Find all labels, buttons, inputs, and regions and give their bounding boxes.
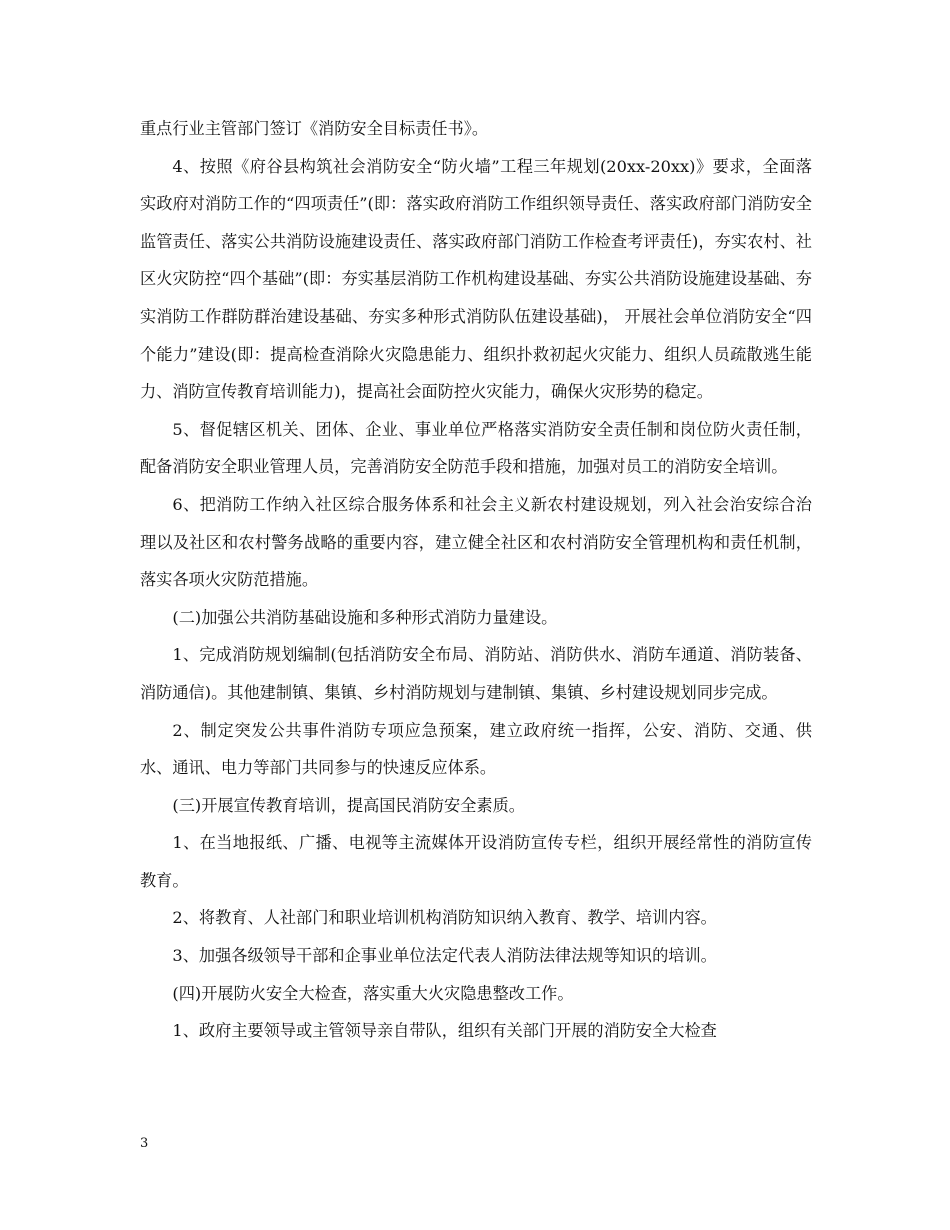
- paragraph: 1、完成消防规划编制(包括消防安全布局、消防站、消防供水、消防车通道、消防装备、消防通信)。其他建制镇、集镇、乡村消防规划与建制镇、集镇、乡村建设规划同步完成。: [140, 645, 812, 702]
- page-number: 3: [140, 1136, 149, 1151]
- paragraph: 6、把消防工作纳入社区综合服务体系和社会主义新农村建设规划，列入社会治安综合治理以及社区和农村警务战略的重要内容，建立健全社区和农村消防安全管理机构和责任机制，落实各项火灾防范措施。: [140, 494, 812, 590]
- section-heading: (二)加强公共消防基础设施和多种形式消防力量建设。: [172, 607, 558, 627]
- paragraph: 重点行业主管部门签订《消防安全目标责任书》。: [140, 119, 489, 138]
- section-heading: (四)开展防火安全大检查，落实重大火灾隐患整改工作。: [172, 983, 574, 1003]
- paragraph: 4、按照《府谷县构筑社会消防安全“防火墙”工程三年规划(20xx-20xx)》要求，全面落实政府对消防工作的“四项责任”(即：落实政府消防工作组织领导责任、落实政府部门消防安全监管责任、落实公共消防设施建设责任、落实政府部门消防工作检查考评责任)，夯实农村、社区火灾防控“四个基础”(即：夯实基层消防工作机构建设基础、夯实公共消防设施建设基础、夯实消防工作群防群治建设基础、夯实多种形式消防队伍建设基础)， 开展社会单位消防安全“四个能力”建设(即：提高检查消除火灾隐患能力、组织扑救初起火灾能力、组织人员疏散逃生能力、消防宣传教育培训能力)，提高社会面防控火灾能力，确保火灾形势的稳定。: [140, 156, 812, 402]
- paragraph: 2、将教育、人社部门和职业培训机构消防知识纳入教育、教学、培训内容。: [172, 908, 717, 928]
- paragraph: 5、督促辖区机关、团体、企业、事业单位严格落实消防安全责任制和岗位防火责任制，配备消防安全职业管理人员，完善消防安全防范手段和措施，加强对员工的消防安全培训。: [140, 419, 812, 477]
- paragraph: 2、制定突发公共事件消防专项应急预案，建立政府统一指挥，公安、消防、交通、供水、通讯、电力等部门共同参与的快速反应体系。: [140, 720, 812, 778]
- paragraph: 1、在当地报纸、广播、电视等主流媒体开设消防宣传专栏，组织开展经常性的消防宣传教育。: [140, 833, 812, 890]
- paragraph: 3、加强各级领导干部和企事业单位法定代表人消防法律法规等知识的培训。: [172, 946, 717, 966]
- paragraph: 1、政府主要领导或主管领导亲自带队，组织有关部门开展的消防安全大检查: [172, 1021, 717, 1041]
- document-body: [140, 110, 812, 1050]
- section-heading: (三)开展宣传教育培训，提高国民消防安全素质。: [172, 795, 525, 815]
